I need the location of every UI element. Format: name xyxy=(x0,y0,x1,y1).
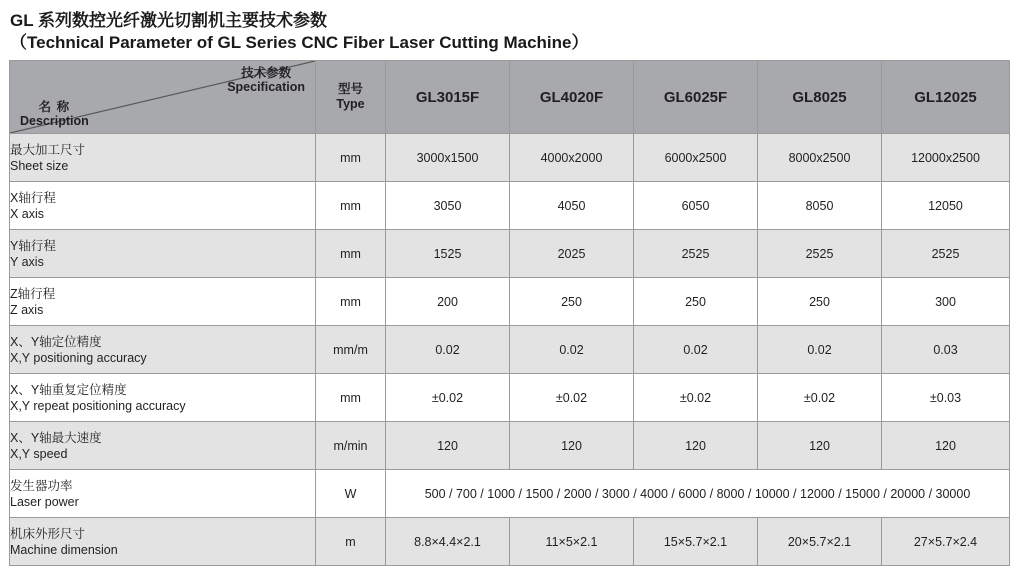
row-value: ±0.02 xyxy=(634,374,758,422)
row-label-sheet-size: 最大加工尺寸 Sheet size xyxy=(10,134,316,182)
row-unit: mm xyxy=(316,182,386,230)
table-row xyxy=(10,326,1010,374)
table-row xyxy=(10,182,1010,230)
table-row xyxy=(10,230,1010,278)
row-label-z-axis: Z轴行程 Z axis xyxy=(10,278,316,326)
row-value: 2525 xyxy=(882,230,1010,278)
row-value: 6000x2500 xyxy=(634,134,758,182)
row-value: ±0.02 xyxy=(510,374,634,422)
table-row xyxy=(10,422,1010,470)
row-value: 200 xyxy=(386,278,510,326)
row-value: ±0.02 xyxy=(758,374,882,422)
row-value: 8050 xyxy=(758,182,882,230)
row-value: 0.02 xyxy=(386,326,510,374)
table-row xyxy=(10,278,1010,326)
table-row xyxy=(10,518,1010,566)
row-value: 120 xyxy=(634,422,758,470)
row-value: 300 xyxy=(882,278,1010,326)
title-line-en: （Technical Parameter of GL Series CNC Fiber Laser Cutting Machine） xyxy=(10,33,589,52)
row-value: 0.02 xyxy=(510,326,634,374)
header-specification-label: 技术参数 Specification xyxy=(227,66,305,94)
row-value: 2025 xyxy=(510,230,634,278)
row-label-laser-power: 发生器功率 Laser power xyxy=(10,470,316,518)
row-unit: mm/m xyxy=(316,326,386,374)
row-value: 6050 xyxy=(634,182,758,230)
row-value: 250 xyxy=(758,278,882,326)
row-value: 0.02 xyxy=(758,326,882,374)
row-value: 250 xyxy=(510,278,634,326)
row-unit: W xyxy=(316,470,386,518)
row-value: 20×5.7×2.1 xyxy=(758,518,882,566)
row-value: 15×5.7×2.1 xyxy=(634,518,758,566)
row-unit: mm xyxy=(316,134,386,182)
document-title xyxy=(10,10,1008,54)
title-line-cn: GL 系列数控光纤激光切割机主要技术参数 xyxy=(10,11,328,30)
row-unit: mm xyxy=(316,230,386,278)
table-row xyxy=(10,134,1010,182)
header-model-gl12025: GL12025 xyxy=(882,61,1010,134)
row-value: 2525 xyxy=(634,230,758,278)
row-label-positioning-accuracy: X、Y轴定位精度 X,Y positioning accuracy xyxy=(10,326,316,374)
row-label-machine-dimension: 机床外形尺寸 Machine dimension xyxy=(10,518,316,566)
row-value: 3050 xyxy=(386,182,510,230)
row-value: 2525 xyxy=(758,230,882,278)
spec-table xyxy=(9,60,1010,566)
header-model-gl6025f: GL6025F xyxy=(634,61,758,134)
row-value: 27×5.7×2.4 xyxy=(882,518,1010,566)
row-value-laser-power: 500 / 700 / 1000 / 1500 / 2000 / 3000 / 4000 / 6000 / 8000 / 10000 / 12000 / 15000 / 20000 / 30000 xyxy=(386,470,1010,518)
header-description-specification xyxy=(10,61,316,134)
row-value: 1525 xyxy=(386,230,510,278)
row-value: 250 xyxy=(634,278,758,326)
row-value: 120 xyxy=(510,422,634,470)
header-model-gl8025: GL8025 xyxy=(758,61,882,134)
row-value: 12000x2500 xyxy=(882,134,1010,182)
row-label-y-axis: Y轴行程 Y axis xyxy=(10,230,316,278)
row-unit: m/min xyxy=(316,422,386,470)
row-value: ±0.03 xyxy=(882,374,1010,422)
row-unit: mm xyxy=(316,374,386,422)
row-value: 8.8×4.4×2.1 xyxy=(386,518,510,566)
row-value: 4000x2000 xyxy=(510,134,634,182)
row-label-speed: X、Y轴最大速度 X,Y speed xyxy=(10,422,316,470)
table-row xyxy=(10,374,1010,422)
row-label-repeat-positioning-accuracy: X、Y轴重复定位精度 X,Y repeat positioning accuracy xyxy=(10,374,316,422)
row-value: 3000x1500 xyxy=(386,134,510,182)
row-value: 12050 xyxy=(882,182,1010,230)
table-header-row xyxy=(10,61,1010,134)
row-unit: mm xyxy=(316,278,386,326)
row-value: 11×5×2.1 xyxy=(510,518,634,566)
header-model-gl3015f: GL3015F xyxy=(386,61,510,134)
row-value: 120 xyxy=(386,422,510,470)
row-value: ±0.02 xyxy=(386,374,510,422)
row-value: 120 xyxy=(758,422,882,470)
row-value: 4050 xyxy=(510,182,634,230)
header-description-label: 名 称 Description xyxy=(20,100,89,128)
row-value: 0.03 xyxy=(882,326,1010,374)
row-value: 0.02 xyxy=(634,326,758,374)
header-type: 型号 Type xyxy=(316,61,386,134)
table-row xyxy=(10,470,1010,518)
row-unit: m xyxy=(316,518,386,566)
row-label-x-axis: X轴行程 X axis xyxy=(10,182,316,230)
row-value: 8000x2500 xyxy=(758,134,882,182)
header-model-gl4020f: GL4020F xyxy=(510,61,634,134)
row-value: 120 xyxy=(882,422,1010,470)
